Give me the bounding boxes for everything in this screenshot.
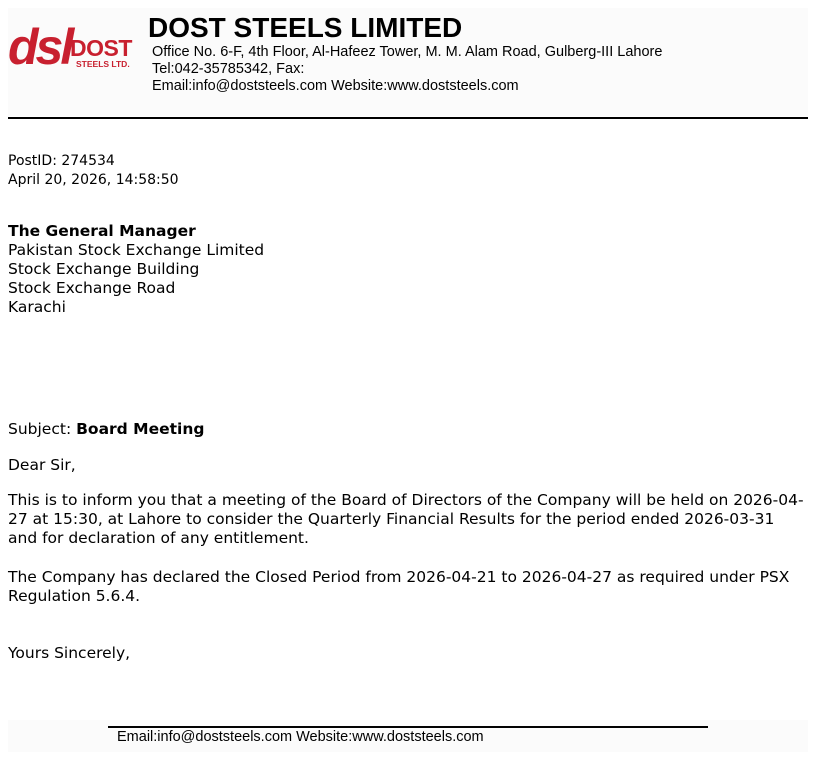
subject-value: Board Meeting [76,420,205,438]
footer-contact: Email:info@doststeels.com Website:www.doststeels.com [117,729,484,745]
closing: Yours Sincerely, [8,644,131,662]
recipient-title: The General Manager [8,222,196,240]
post-id: PostID: 274534 [8,153,115,169]
company-phone: Tel:042-35785342, Fax: [152,61,305,77]
letterhead [8,8,808,116]
subject-label: Subject: [8,420,72,438]
subject-line [8,420,204,439]
recipient-city: Karachi [8,298,66,316]
company-name: DOST STEELS LIMITED [148,12,463,43]
letter-footer [8,720,808,752]
company-address: Office No. 6-F, 4th Floor, Al-Hafeez Tower, M. M. Alam Road, Gulberg-III Lahore [152,44,663,60]
logo-subtext: STEELS LTD. [76,59,130,69]
recipient-road: Stock Exchange Road [8,279,176,297]
recipient-building: Stock Exchange Building [8,260,200,278]
body-paragraph-meeting: This is to inform you that a meeting of the Board of Directors of the Company will be held on 2026-04-27 at 15:30, at Lahore to consider the Quarterly Financial Results for the period ended 2026-03-31 and for declaration of any entitlement. [8,491,804,547]
post-datetime: April 20, 2026, 14:58:50 [8,172,179,188]
recipient-block [8,222,264,317]
footer-divider [108,726,708,728]
salutation: Dear Sir, [8,456,76,474]
company-contact: Email:info@doststeels.com Website:www.doststeels.com [152,78,519,94]
company-logo [8,12,138,74]
logo-brand: DOST [70,35,132,61]
post-meta [8,152,179,190]
recipient-organization: Pakistan Stock Exchange Limited [8,241,265,259]
body-paragraph-closed-period: The Company has declared the Closed Period from 2026-04-21 to 2026-04-27 as required under PSX Regulation 5.6.4. [8,568,790,605]
header-divider [8,117,808,119]
logo-mark: dsl [8,19,72,74]
